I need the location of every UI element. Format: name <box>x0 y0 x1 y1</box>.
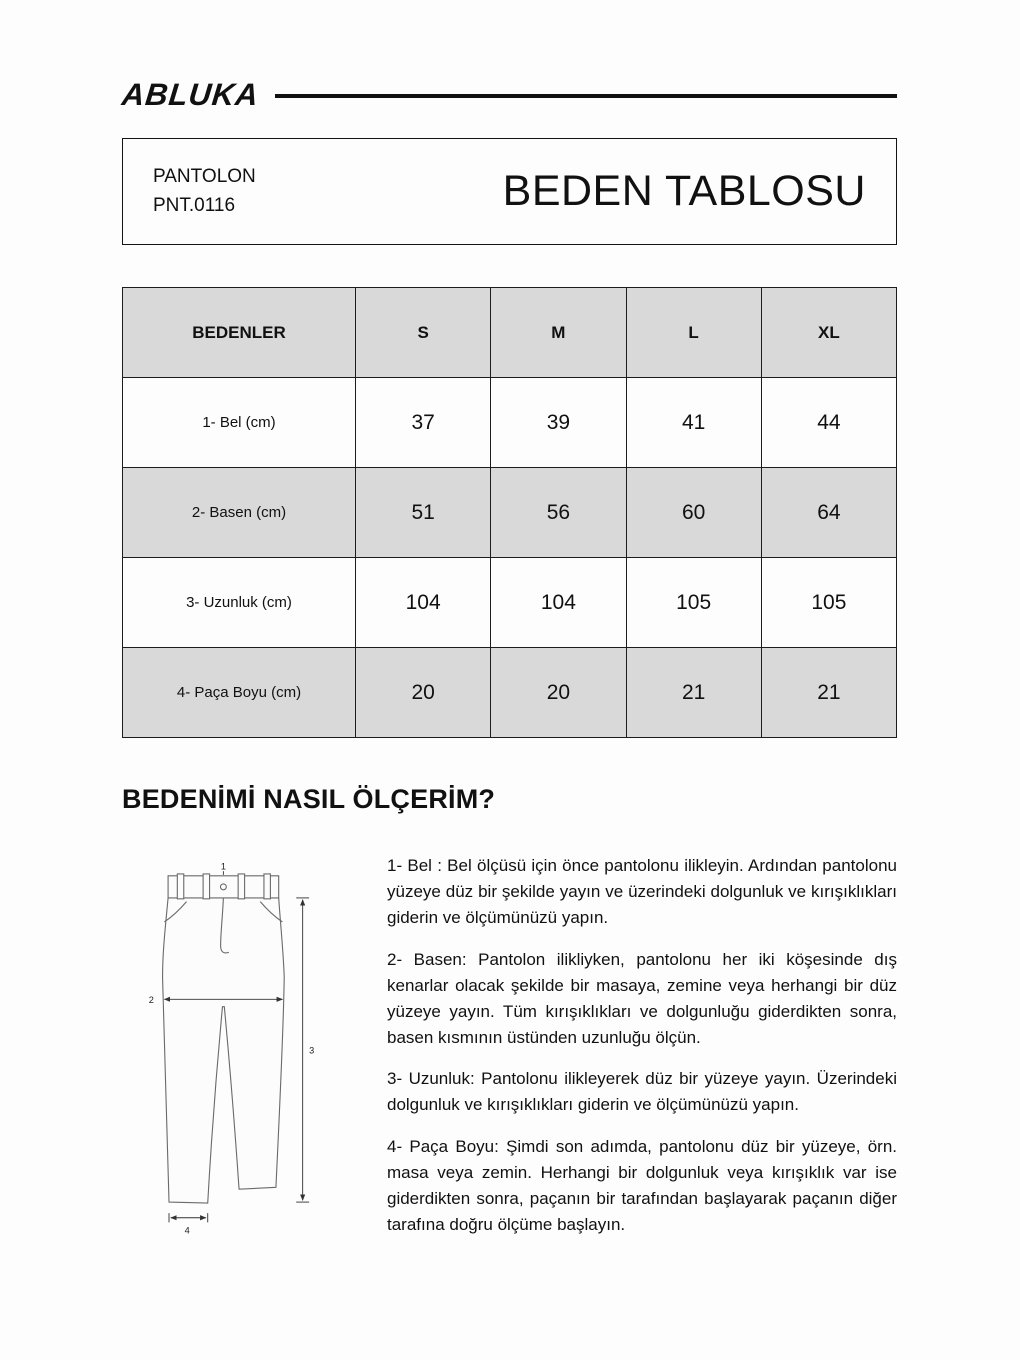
measure-content <box>122 853 897 1253</box>
size-table-header-label: BEDENLER <box>123 288 356 378</box>
pants-diagram-wrap <box>122 853 337 1250</box>
value-cell: 20 <box>356 648 491 738</box>
size-table-row-paca-boyu <box>123 648 897 738</box>
size-table-header-row <box>123 288 897 378</box>
value-cell: 104 <box>491 558 626 648</box>
measure-section-heading: BEDENİMİ NASIL ÖLÇERİM? <box>122 784 496 814</box>
row-label-bel: 1- Bel (cm) <box>123 378 356 468</box>
value-cell: 20 <box>491 648 626 738</box>
size-table-header-m: M <box>491 288 626 378</box>
diagram-label-3: 3 <box>309 1045 315 1056</box>
size-table-row-basen <box>123 468 897 558</box>
value-cell: 105 <box>626 558 761 648</box>
title-box <box>122 138 897 245</box>
row-label-paca-boyu: 4- Paça Boyu (cm) <box>123 648 356 738</box>
diagram-label-2: 2 <box>148 994 154 1005</box>
brand-logo: ABLUKA <box>120 77 261 112</box>
size-table-header-s: S <box>356 288 491 378</box>
value-cell: 56 <box>491 468 626 558</box>
size-table-header-l: L <box>626 288 761 378</box>
instruction-paca-boyu: 4- Paça Boyu: Şimdi son adımda, pantolonu düz bir yüzeye, örn. masa veya zemin. Herhangi bir dolgunluk veya kırışıklık var ise giderdikten sonra, paçanın bir tarafından başlayarak paçanın diğer tarafına doğru ölçüme başlayın. <box>387 1136 897 1235</box>
pants-outline <box>163 874 285 1203</box>
product-meta <box>153 163 256 220</box>
value-cell: 39 <box>491 378 626 468</box>
value-cell: 105 <box>761 558 896 648</box>
value-cell: 41 <box>626 378 761 468</box>
diagram-label-1: 1 <box>220 861 226 872</box>
value-cell: 104 <box>356 558 491 648</box>
instruction-basen: 2- Basen: Pantolon ilikliyken, pantolonu her iki köşesinde dış kenarlar olacak şekilde bir masaya, zemine veya herhangi bir düz yüzeye yayın. Tüm kırışıklıkları ve dolgunluğu giderdikten sonra, basen kısmının üstünden uzunluğu ölçün. <box>387 949 897 1048</box>
header-rule <box>275 94 897 98</box>
size-table-header-xl: XL <box>761 288 896 378</box>
diagram-label-4: 4 <box>184 1225 190 1236</box>
size-table-row-bel <box>123 378 897 468</box>
value-cell: 37 <box>356 378 491 468</box>
size-table <box>122 287 897 738</box>
brand-header <box>122 76 897 114</box>
value-cell: 21 <box>626 648 761 738</box>
product-type: PANTOLON <box>153 166 256 187</box>
row-label-uzunluk: 3- Uzunluk (cm) <box>123 558 356 648</box>
value-cell: 44 <box>761 378 896 468</box>
pants-diagram <box>122 855 334 1245</box>
instruction-bel: 1- Bel : Bel ölçüsü için önce pantolonu ilikleyin. Ardından pantolonu yüzeye düz bir şekilde yayın ve üzerindeki dolgunluk ve kırışıklıkları giderin ve ölçümünüzü yapın. <box>387 856 897 928</box>
page-title: BEDEN TABLOSU <box>502 167 866 215</box>
product-code: PNT.0116 <box>153 194 236 216</box>
measure-instructions <box>387 853 897 1253</box>
size-table-row-uzunluk <box>123 558 897 648</box>
value-cell: 64 <box>761 468 896 558</box>
value-cell: 60 <box>626 468 761 558</box>
value-cell: 51 <box>356 468 491 558</box>
row-label-basen: 2- Basen (cm) <box>123 468 356 558</box>
value-cell: 21 <box>761 648 896 738</box>
instruction-uzunluk: 3- Uzunluk: Pantolonu ilikleyerek düz bir yüzeye yayın. Üzerindeki dolgunluk ve kırışıklıkları giderin ve ölçümünüzü yapın. <box>387 1069 897 1115</box>
